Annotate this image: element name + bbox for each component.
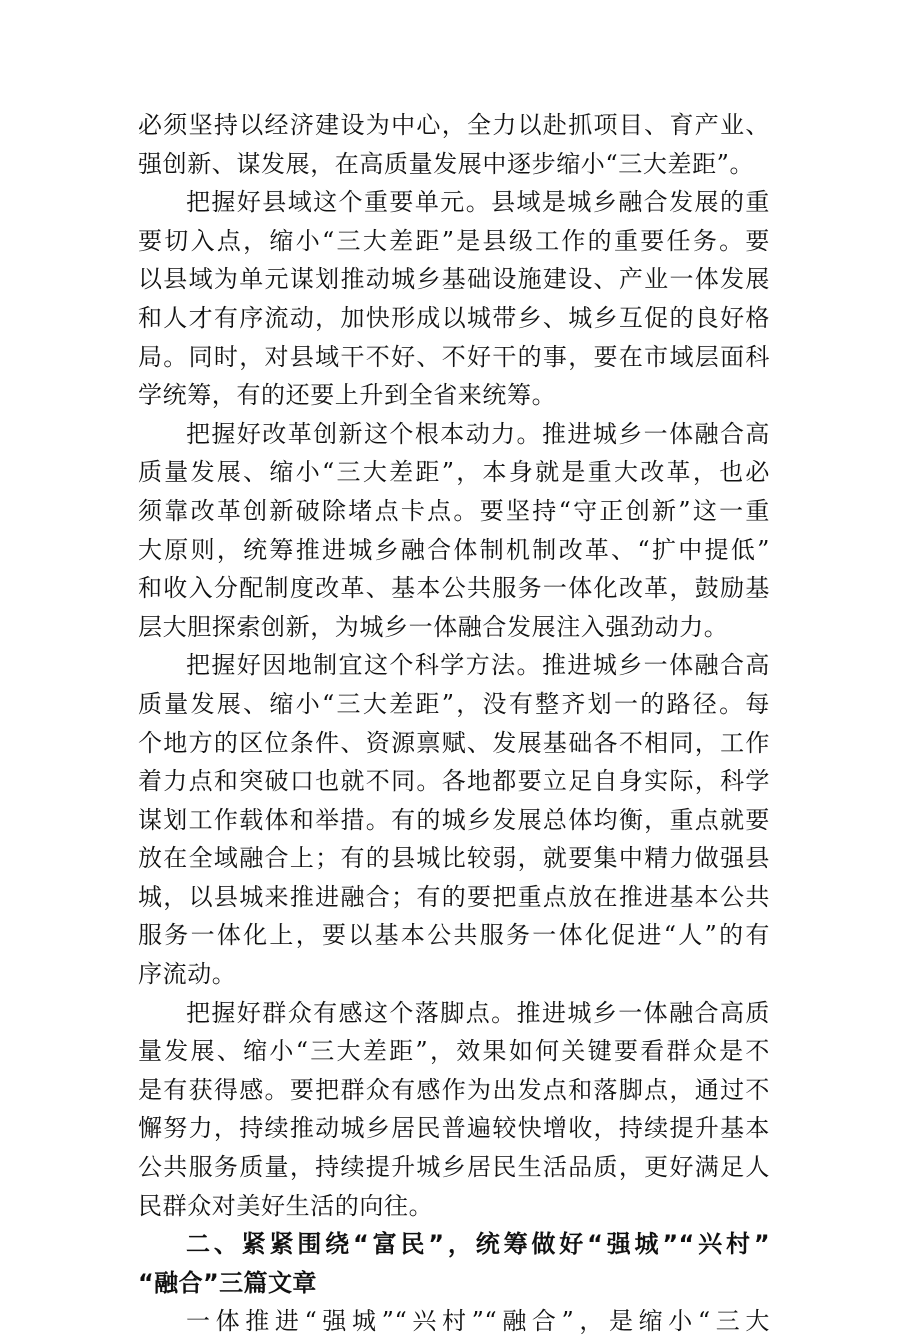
text-line: 大原则，统筹推进城乡融合体制机制改革、“扩中提低” (138, 535, 770, 564)
text-line: 个地方的区位条件、资源禀赋、发展基础各不相同，工作 (138, 728, 770, 757)
paragraph-start-line: 一体推进“强城”“兴村”“融合”，是缩小“三大 (186, 1307, 770, 1336)
text-line: 是有获得感。要把群众有感作为出发点和落脚点，通过不 (138, 1075, 770, 1104)
text-line: 强创新、谋发展，在高质量发展中逐步缩小“三大差距”。 (138, 149, 755, 178)
document-page (138, 106, 770, 1341)
text-line: 放在全域融合上；有的县城比较弱，就要集中精力做强县 (138, 844, 770, 873)
text-line: 和收入分配制度改革、基本公共服务一体化改革，鼓励基 (138, 574, 770, 603)
text-line: 民群众对美好生活的向往。 (138, 1191, 434, 1220)
text-line: 必须坚持以经济建设为中心，全力以赴抓项目、育产业、 (138, 111, 770, 139)
text-line: 和人才有序流动，加快形成以城带乡、城乡互促的良好格 (138, 303, 770, 332)
text-line: 局。同时，对县域干不好、不好干的事，要在市域层面科 (138, 342, 770, 371)
text-line: 序流动。 (138, 960, 237, 989)
text-line: 懈努力，持续推动城乡居民普遍较快增收，持续提升基本 (138, 1114, 770, 1143)
text-line: 城，以县城来推进融合；有的要把重点放在推进基本公共 (138, 882, 770, 911)
text-line: 质量发展、缩小“三大差距”，没有整齐划一的路径。每 (138, 689, 770, 718)
text-line: 谋划工作载体和举措。有的城乡发展总体均衡，重点就要 (138, 805, 770, 834)
paragraph-start-line: 把握好县域这个重要单元。县域是城乡融合发展的重 (186, 188, 770, 217)
text-line: 质量发展、缩小“三大差距”，本身就是重大改革，也必 (138, 458, 770, 487)
text-line: 学统筹，有的还要上升到全省来统筹。 (138, 381, 557, 410)
paragraph-start-line: 把握好改革创新这个根本动力。推进城乡一体融合高 (186, 419, 770, 448)
text-line: 须靠改革创新破除堵点卡点。要坚持“守正创新”这一重 (138, 496, 770, 525)
text-line: 层大胆探索创新，为城乡一体融合发展注入强劲动力。 (138, 612, 729, 641)
text-line: 量发展、缩小“三大差距”，效果如何关键要看群众是不 (138, 1037, 770, 1066)
text-line: 以县域为单元谋划推动城乡基础设施建设、产业一体发展 (138, 265, 770, 294)
paragraph-start-line: 把握好群众有感这个落脚点。推进城乡一体融合高质 (186, 998, 770, 1027)
text-line: 要切入点，缩小“三大差距”是县级工作的重要任务。要 (138, 226, 770, 255)
text-line: 着力点和突破口也就不同。各地都要立足自身实际，科学 (138, 767, 770, 796)
section-heading: 二、紧紧围绕“富民”，统筹做好“强城”“兴村” (186, 1230, 770, 1259)
paragraph-start-line: 把握好因地制宜这个科学方法。推进城乡一体融合高 (186, 651, 770, 680)
text-line: 服务一体化上，要以基本公共服务一体化促进“人”的有 (138, 921, 770, 950)
section-heading-continued: “融合”三篇文章 (138, 1268, 317, 1297)
text-line: 公共服务质量，持续提升城乡居民生活品质，更好满足人 (138, 1153, 770, 1182)
